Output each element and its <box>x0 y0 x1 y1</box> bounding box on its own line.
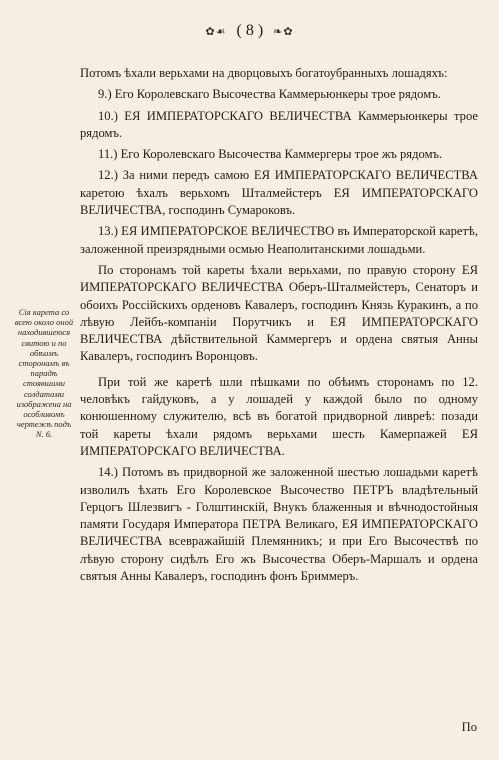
header-ornament-right: ❧✿ <box>273 25 294 38</box>
catchword: По <box>461 720 477 734</box>
paragraph: Потомъ ѣхали верьхами на дворцовыхъ богатоубранныхъ лошадяхъ: <box>80 66 448 80</box>
paragraph: 10.) ЕЯ ИМПЕРАТОРСКАГО ВЕЛИЧЕСТВА Каммерьюнкеры трое рядомъ. <box>80 108 478 140</box>
page-header <box>0 22 499 40</box>
paragraph: По сторонамъ той кареты ѣхали верьхами, по правую сторону ЕЯ ИМПЕРАТОРСКАГО ВЕЛИЧЕСТВА Оберъ-Шталмейстеръ, Сенаторъ и обоихъ Россійскихъ орденовъ Кавалеръ, господинъ Князь Куракинъ, а по лѣвую Лейбъ-компаніи Порутчикъ и ЕЯ ИМПЕРАТОРСКАГО ВЕЛИЧЕСТВА дѣйствительной Каммергеръ и ордена святыя Анны Кавалеръ, господинъ Воронцовъ. <box>80 262 478 364</box>
paragraph: 13.) ЕЯ ИМПЕРАТОРСКОЕ ВЕЛИЧЕСТВО въ Императорской каретѣ, заложенной преизрядными осмью Неаполитанскими лошадьми. <box>80 224 478 256</box>
header-ornament-left: ✿☙ <box>205 25 227 38</box>
paragraph: 11.) Его Королевскаго Высочества Каммергеры трое жъ рядомъ. <box>98 147 443 162</box>
paragraph: 9.) Его Королевскаго Высочества Каммерьюнкеры трое рядомъ. <box>98 87 441 102</box>
paragraph: 12.) За ними передъ самою ЕЯ ИМПЕРАТОРСКАГО ВЕЛИЧЕСТВА каретою ѣхалъ верьхомъ Шталмейстеръ ЕЯ ИМПЕРАТОРСКАГО ВЕЛИЧЕСТВА, господинъ Сумароковъ. <box>80 168 478 218</box>
main-text <box>80 65 478 589</box>
margin-note: Сія карета со всею около оной находившеюся свитою и по обѣимъ сторонамъ въ парадѣ стоявшими солдатами изображена на особливомъ чертежѣ подъ N. 6. <box>14 307 74 440</box>
paragraph: 14.) Потомъ въ придворной же заложенной шестью лошадьми каретѣ изволилъ ѣхать Его Королевское Высочество ПЕТРЪ владѣтельный Герцогъ Шлезвигъ - Голштинскій, Внукъ блаженныя и вѣчнодостойныя памяти Государя Императора ПЕТРА Великаго, ЕЯ ИМПЕРАТОРСКАГО ВЕЛИЧЕСТВА всевражайшій Племянникъ; и при Его Высочествѣ по лѣвую сторону сидѣлъ Его жъ Высочества Оберъ-Маршалъ и ордена святыя Анны Кавалеръ, господинъ фонъ Бриммеръ. <box>80 465 478 584</box>
page-number: ( 8 ) <box>236 22 264 39</box>
paragraph: При той же каретѣ шли пѣшками по обѣимъ сторонамъ по 12. человѣкъ гайдуковъ, а у лошадей у каждой было по одному конюшенному служителю, всѣ въ богатой придворной ливреѣ: позади той кареты ѣхали рядомъ верьхами шесть Камерпажей ЕЯ ИМПЕРАТОРСКАГО ВЕЛИЧЕСТВА. <box>80 374 478 458</box>
